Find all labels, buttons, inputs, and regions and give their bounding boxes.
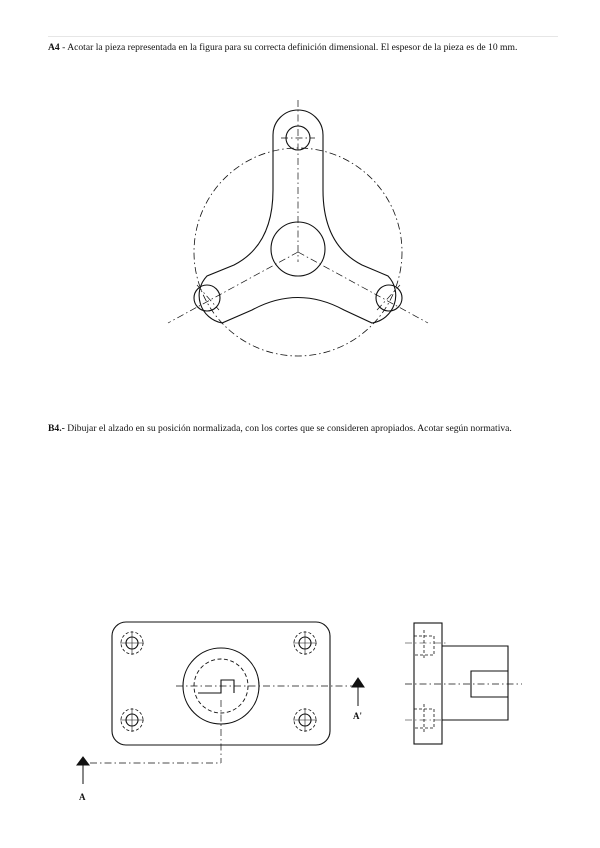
side-view-boss bbox=[442, 646, 508, 720]
label-a-prime: A' bbox=[353, 711, 362, 721]
arrow-a-prime bbox=[352, 678, 364, 687]
problem-b4-text: Dibujar el alzado en su posición normalizada, con los cortes que se consideren apropiados. Acotar según normativa. bbox=[64, 423, 512, 434]
problem-a4-text: - Acotar la pieza representada en la figura para su correcta definición dimensional. El espesor de la pieza es de 10 mm. bbox=[59, 42, 518, 53]
problem-a4-number: A4 bbox=[48, 42, 60, 53]
central-slot bbox=[198, 680, 234, 693]
problem-b4-number: B4.- bbox=[48, 423, 65, 434]
side-view-flange bbox=[414, 623, 442, 744]
arrow-a bbox=[77, 757, 89, 765]
label-a: A bbox=[79, 792, 86, 802]
